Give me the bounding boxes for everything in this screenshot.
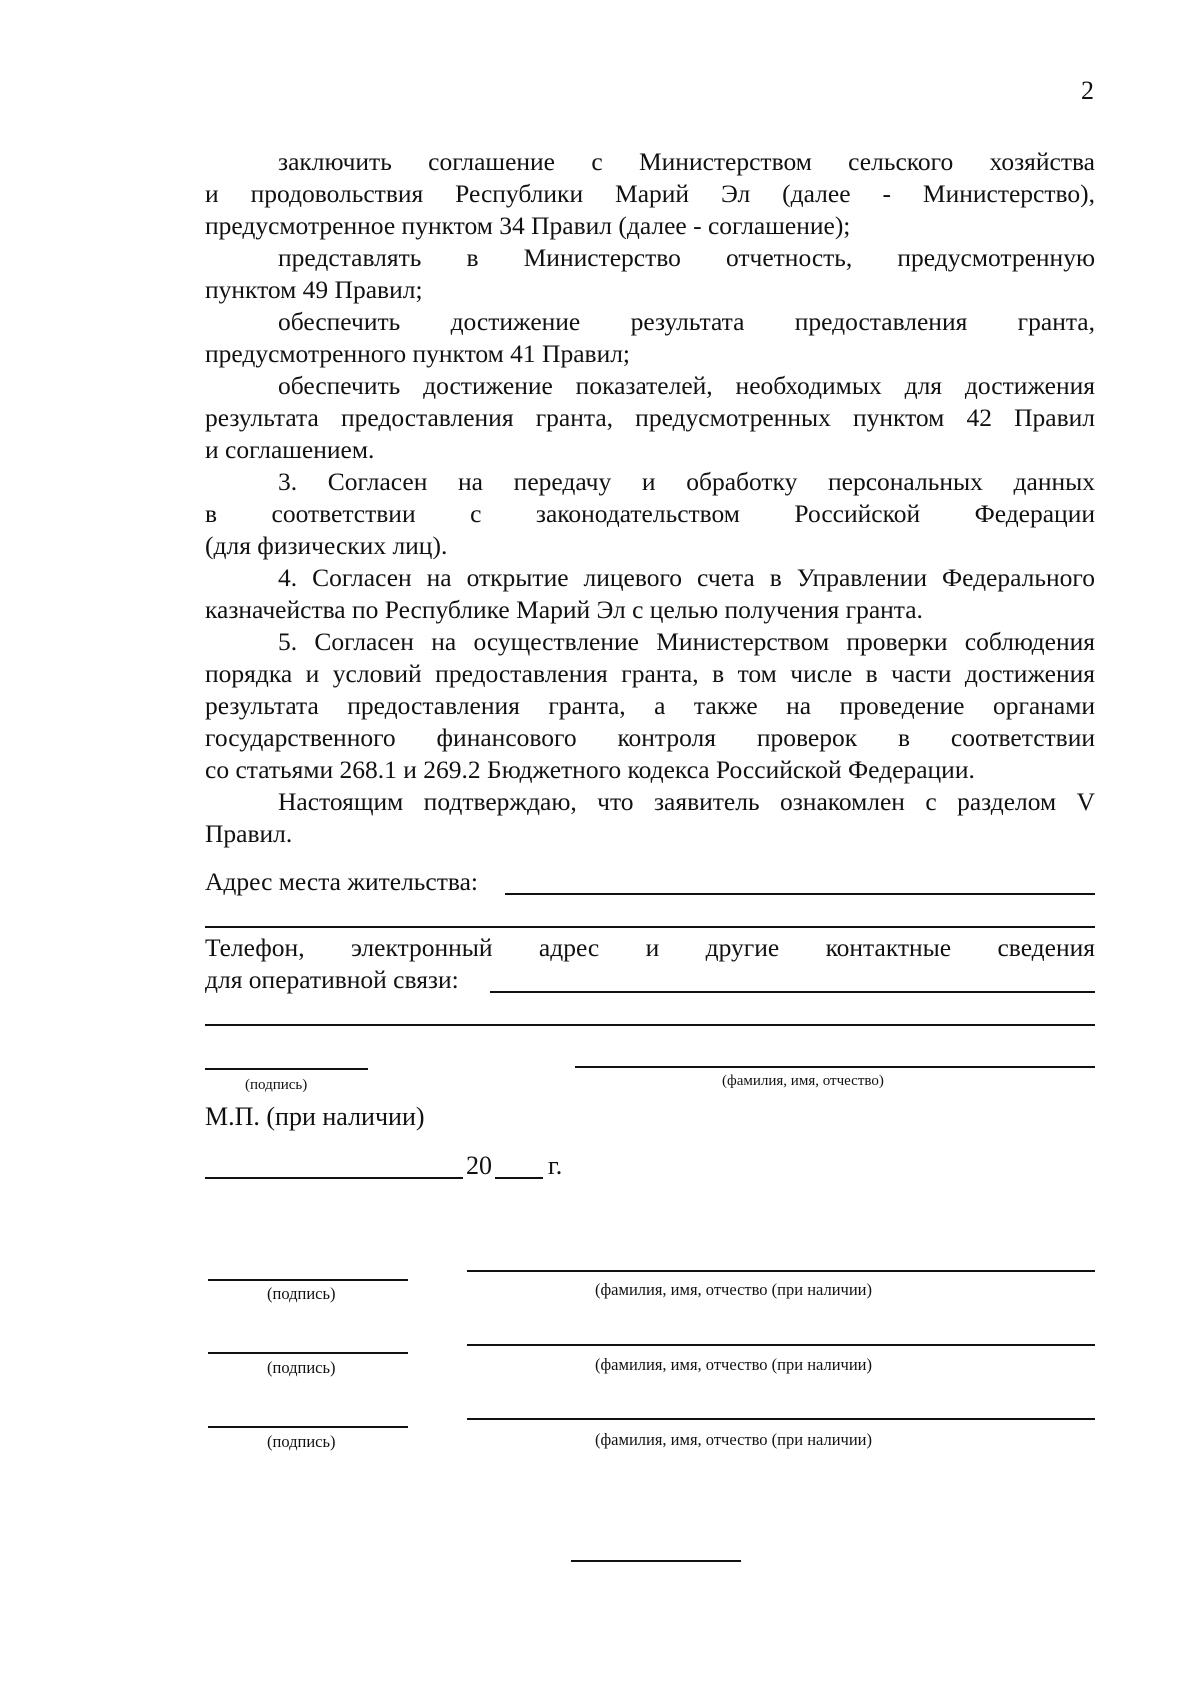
document-end-separator <box>571 1560 741 1562</box>
applicant-name-caption: (фамилия, имя, отчество) <box>722 1073 884 1089</box>
signature-line-1[interactable] <box>208 1279 408 1281</box>
date-year-line[interactable] <box>495 1177 543 1179</box>
name-line-3[interactable] <box>467 1418 1095 1420</box>
name-caption-3: (фамилия, имя, отчество (при наличии) <box>595 1430 873 1449</box>
name-line-2[interactable] <box>467 1344 1095 1346</box>
date-year-prefix: 20 <box>466 1151 492 1180</box>
contact-input-line-2[interactable] <box>205 1024 1095 1026</box>
paragraph-1-line-2: и продовольствия Республики Марий Эл (далее - Министерство), <box>205 179 1095 208</box>
contact-input-line-1[interactable] <box>490 991 1095 993</box>
paragraph-3-line-1: обеспечить достижение результата предоставления гранта, <box>278 307 1095 336</box>
paragraph-3-line-2: предусмотренного пунктом 41 Правил; <box>205 339 631 368</box>
address-input-line-1[interactable] <box>505 893 1095 895</box>
paragraph-2-line-1: представлять в Министерство отчетность, предусмотренную <box>278 243 1095 272</box>
paragraph-8-line-2: Правил. <box>205 819 293 848</box>
paragraph-7-line-1: 5. Согласен на осуществление Министерством проверки соблюдения <box>278 627 1095 656</box>
name-caption-1: (фамилия, имя, отчество (при наличии) <box>595 1280 873 1299</box>
applicant-signature-line[interactable] <box>205 1068 368 1070</box>
stamp-label: М.П. (при наличии) <box>205 1102 425 1131</box>
signature-line-3[interactable] <box>208 1426 408 1428</box>
paragraph-6-line-2: казначейства по Республике Марий Эл с целью получения гранта. <box>205 595 923 624</box>
document-body <box>205 146 1095 850</box>
paragraph-5-line-2: в соответствии с законодательством Российской Федерации <box>205 499 1095 528</box>
applicant-signature-caption: (подпись) <box>245 1077 308 1093</box>
paragraph-2-line-2: пунктом 49 Правил; <box>205 275 423 304</box>
paragraph-6-line-1: 4. Согласен на открытие лицевого счета в Управлении Федерального <box>278 563 1095 592</box>
date-year-suffix: г. <box>548 1151 563 1180</box>
signature-line-2[interactable] <box>208 1352 408 1354</box>
paragraph-7-line-2: порядка и условий предоставления гранта, в том числе в части достижения <box>205 659 1095 688</box>
signature-caption-3: (подпись) <box>267 1432 336 1451</box>
paragraph-1-line-3: предусмотренное пунктом 34 Правил (далее - соглашение); <box>205 211 851 240</box>
paragraph-7-line-5: со статьями 268.1 и 269.2 Бюджетного кодекса Российской Федерации. <box>205 755 975 784</box>
paragraph-4-line-3: и соглашением. <box>205 435 375 464</box>
paragraph-4-line-2: результата предоставления гранта, предусмотренных пунктом 42 Правил <box>205 403 1095 432</box>
address-input-line-2[interactable] <box>205 926 1095 928</box>
paragraph-4-line-1: обеспечить достижение показателей, необходимых для достижения <box>278 371 1095 400</box>
paragraph-7-line-3: результата предоставления гранта, а также на проведение органами <box>205 691 1095 720</box>
paragraph-7-line-4: государственного финансового контроля проверок в соответствии <box>205 723 1095 752</box>
contact-label-line-1: Телефон, электронный адрес и другие контактные сведения <box>205 933 1095 962</box>
signature-caption-2: (подпись) <box>267 1358 336 1377</box>
name-line-1[interactable] <box>467 1270 1095 1272</box>
date-day-month-line[interactable] <box>205 1177 463 1179</box>
signature-caption-1: (подпись) <box>267 1284 336 1303</box>
contact-label-line-2: для оперативной связи: <box>205 965 459 994</box>
applicant-name-line[interactable] <box>575 1066 1095 1068</box>
paragraph-5-line-3: (для физических лиц). <box>205 531 448 560</box>
paragraph-1-line-1: заключить соглашение с Министерством сельского хозяйства <box>278 147 1095 176</box>
address-label: Адрес места жительства: <box>205 867 478 896</box>
page-number: 2 <box>1081 76 1094 105</box>
paragraph-5-line-1: 3. Согласен на передачу и обработку персональных данных <box>278 467 1095 496</box>
name-caption-2: (фамилия, имя, отчество (при наличии) <box>595 1355 873 1374</box>
paragraph-8-line-1: Настоящим подтверждаю, что заявитель ознакомлен с разделом V <box>278 787 1095 816</box>
